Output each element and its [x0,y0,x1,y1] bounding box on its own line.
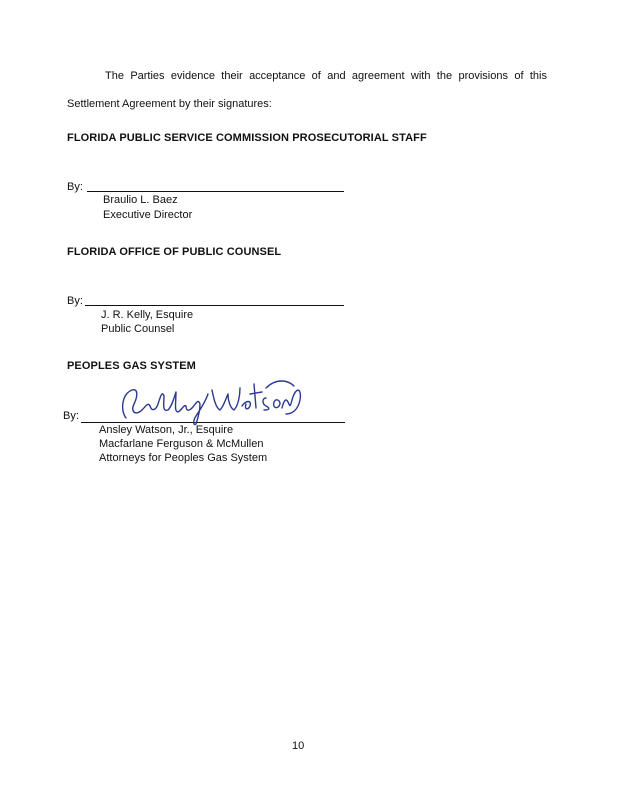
signer-title: Attorneys for Peoples Gas System [99,452,268,464]
intro-line-2: Settlement Agreement by their signatures: [67,98,272,110]
by-label: By: [67,295,83,307]
party-heading: PEOPLES GAS SYSTEM [67,360,196,372]
signer-title: Public Counsel [101,323,175,335]
by-label: By: [63,410,79,422]
intro-line-1: The Parties evidence their acceptance of and agreement with the provisions of this [105,70,547,82]
signer-name: J. R. Kelly, Esquire [101,309,194,321]
party-heading: FLORIDA PUBLIC SERVICE COMMISSION PROSECUTORIAL STAFF [67,132,427,144]
page-number: 10 [292,740,305,752]
party-heading: FLORIDA OFFICE OF PUBLIC COUNSEL [67,246,282,258]
signature-line [87,191,344,192]
signer-title: Executive Director [103,209,193,221]
handwritten-signature [116,376,306,428]
signer-name: Ansley Watson, Jr., Esquire [99,424,234,436]
by-label: By: [67,181,83,193]
signer-firm: Macfarlane Ferguson & McMullen [99,438,264,450]
signer-name: Braulio L. Baez [103,194,178,206]
signature-line [85,305,344,306]
